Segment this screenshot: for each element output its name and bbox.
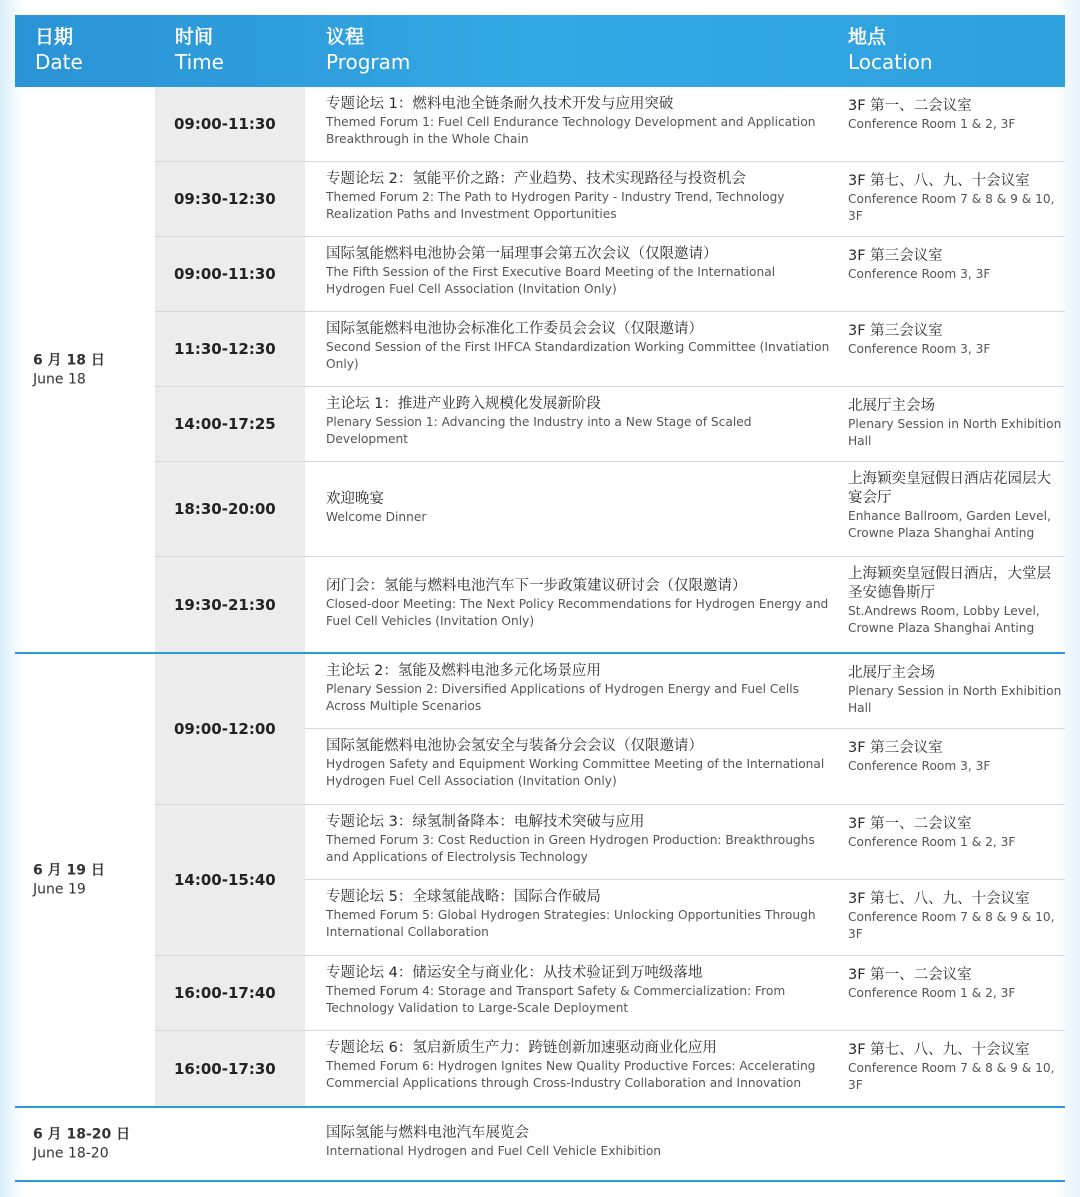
location-cell [830,880,1065,955]
time-cell: 19:30-21:30 [155,557,305,652]
program-title-en: Closed-door Meeting: The Next Policy Recommendations for Hydrogen Energy and Fuel Cell Vehicles (Invitation Only) [326,597,829,628]
program-title-zh: 闭门会：氢能与燃料电池汽车下一步政策建议研讨会（仅限邀请） [326,578,747,594]
program-title-en: Themed Forum 3: Cost Reduction in Green Hydrogen Production: Breakthroughs and Applications of Electrolysis Technology [326,833,815,864]
date-zh: 6 月 19 日 [33,862,105,879]
header-date: 日期 Date [35,26,83,74]
program-title-zh: 欢迎晚宴 [326,491,384,507]
location-zh: 3F 第一、二会议室 [848,967,972,983]
program-cell [305,462,830,556]
location-en: Conference Room 7 & 8 & 9 & 10, 3F [848,1061,1055,1092]
program-cell [305,880,830,955]
program-title-zh: 专题论坛 2：氢能平价之路：产业趋势、技术实现路径与投资机会 [326,171,746,187]
table-row [305,880,1065,955]
location-zh: 3F 第一、二会议室 [848,816,972,832]
location-zh: 上海颖奕皇冠假日酒店，大堂层圣安德鲁斯厅 [848,566,1051,601]
location-zh: 3F 第一、二会议室 [848,98,972,114]
time-cell: 18:30-20:00 [155,462,305,556]
location-cell [830,1031,1065,1106]
program-title-en: Themed Forum 6: Hydrogen Ignites New Quality Productive Forces: Accelerating Commercial Applications through Cross-Industry Collaboration and Innovation [326,1059,816,1090]
program-cell [305,237,830,311]
table-row [305,729,1065,804]
program-title-zh: 国际氢能燃料电池协会第一届理事会第五次会议（仅限邀请） [326,246,718,262]
location-en: Conference Room 1 & 2, 3F [848,986,1016,1000]
program-cell [305,729,830,804]
location-zh: 3F 第三会议室 [848,248,943,264]
location-en: Enhance Ballroom, Garden Level, Crowne Plaza Shanghai Anting [848,509,1051,540]
location-cell [830,1108,1065,1178]
location-zh: 上海颖奕皇冠假日酒店花园层大宴会厅 [848,471,1051,506]
location-en: Conference Room 1 & 2, 3F [848,117,1016,131]
date-zh: 6 月 18 日 [33,352,105,368]
program-title-en: Hydrogen Safety and Equipment Working Committee Meeting of the International Hydrogen Fuel Cell Association (Invitation Only) [326,757,825,788]
table-row [155,1031,1065,1106]
program-title-zh: 主论坛 2：氢能及燃料电池多元化场景应用 [326,663,601,679]
schedule-table [15,15,1065,1182]
location-cell [830,557,1065,652]
program-title-en: Themed Forum 4: Storage and Transport Safety & Commercialization: From Technology Validation to Large-Scale Deployment [326,984,786,1015]
program-title-en: Themed Forum 2: The Path to Hydrogen Parity - Industry Trend, Technology Realization Paths and Investment Opportunities [326,190,785,221]
program-cell [305,956,830,1030]
location-cell [830,87,1065,161]
location-zh: 3F 第七、八、九、十会议室 [848,1042,1030,1058]
program-title-en: Plenary Session 2: Diversified Applications of Hydrogen Energy and Fuel Cells Across Multiple Scenarios [326,682,800,713]
location-en: Conference Room 3, 3F [848,267,991,281]
time-block [155,805,1065,956]
program-title-en: Themed Forum 5: Global Hydrogen Strategies: Unlocking Opportunities Through International Collaboration [326,908,816,939]
location-en: Conference Room 1 & 2, 3F [848,835,1016,849]
program-title-en: The Fifth Session of the First Executive Board Meeting of the International Hydrogen Fuel Cell Association (Invitation Only) [326,265,776,296]
day-group-june-18 [15,87,1065,654]
date-cell [15,87,155,652]
location-en: Conference Room 3, 3F [848,759,991,773]
program-cell [305,162,830,236]
location-cell [830,654,1065,728]
header-time: 时间 Time [175,26,224,74]
header-program: 议程 Program [326,26,411,74]
program-title-en: Welcome Dinner [326,510,427,524]
program-title-zh: 专题论坛 1：燃料电池全链条耐久技术开发与应用突破 [326,96,674,112]
header-location: 地点 Location [848,26,933,74]
location-cell [830,312,1065,386]
date-cell [15,654,155,1106]
table-row [155,87,1065,162]
location-cell [830,237,1065,311]
program-cell [305,654,830,728]
location-cell [830,162,1065,236]
date-zh: 6 月 18-20 日 [33,1126,131,1143]
program-cell [305,805,830,879]
table-header [15,15,1065,87]
location-cell [830,462,1065,556]
program-cell [305,87,830,161]
program-title-zh: 主论坛 1：推进产业跨入规模化发展新阶段 [326,396,601,412]
program-title-zh: 专题论坛 5：全球氢能战略：国际合作破局 [326,889,601,905]
time-cell: 14:00-17:25 [155,387,305,461]
time-cell: 16:00-17:40 [155,956,305,1030]
program-cell [305,387,830,461]
program-title-zh: 国际氢能与燃料电池汽车展览会 [326,1125,529,1141]
time-cell: 09:00-11:30 [155,237,305,311]
location-zh: 3F 第七、八、九、十会议室 [848,173,1030,189]
program-title-en: Themed Forum 1: Fuel Cell Endurance Technology Development and Application Breakthrough in the Whole Chain [326,115,816,146]
program-title-en: Second Session of the First IHFCA Standardization Working Committee (Invatiation Only) [326,340,830,371]
location-zh: 3F 第三会议室 [848,323,943,339]
location-en: Conference Room 7 & 8 & 9 & 10, 3F [848,192,1055,223]
day-group-june-18-20 [15,1108,1065,1182]
program-cell [305,1031,830,1106]
program-title-zh: 专题论坛 3：绿氢制备降本：电解技术突破与应用 [326,814,645,830]
program-title-en: Plenary Session 1: Advancing the Industry into a New Stage of Scaled Development [326,415,752,446]
time-cell: 14:00-15:40 [155,805,305,955]
location-cell [830,387,1065,461]
location-cell [830,729,1065,804]
day-group-june-19 [15,654,1065,1108]
table-row [155,462,1065,557]
location-zh: 北展厅主会场 [848,665,935,681]
location-en: Conference Room 7 & 8 & 9 & 10, 3F [848,910,1055,941]
time-cell: 09:00-11:30 [155,87,305,161]
location-cell [830,956,1065,1030]
program-cell [305,557,830,652]
date-en: June 18-20 [33,1145,109,1162]
time-cell: 09:30-12:30 [155,162,305,236]
location-en: Plenary Session in North Exhibition Hall [848,417,1062,448]
location-en: Conference Room 3, 3F [848,342,991,356]
table-row [155,312,1065,387]
location-zh: 3F 第三会议室 [848,740,943,756]
location-en: Plenary Session in North Exhibition Hall [848,684,1062,715]
time-cell: 16:00-17:30 [155,1031,305,1106]
table-row [155,237,1065,312]
location-zh: 3F 第七、八、九、十会议室 [848,891,1030,907]
program-title-zh: 专题论坛 4：储运安全与商业化：从技术验证到万吨级落地 [326,965,703,981]
table-row [155,387,1065,462]
program-title-zh: 国际氢能燃料电池协会氢安全与装备分会会议（仅限邀请） [326,738,703,754]
date-en: June 18 [33,371,86,387]
time-block [155,654,1065,805]
table-row [155,162,1065,237]
table-row [155,557,1065,652]
program-cell [305,312,830,386]
table-row [305,805,1065,880]
program-title-zh: 专题论坛 6：氢启新质生产力：跨链创新加速驱动商业化应用 [326,1040,717,1056]
time-cell [155,1108,305,1178]
date-cell [15,1108,155,1180]
program-title-zh: 国际氢能燃料电池协会标准化工作委员会会议（仅限邀请） [326,321,703,337]
table-row [305,654,1065,729]
location-en: St.Andrews Room, Lobby Level, Crowne Plaza Shanghai Anting [848,604,1040,635]
time-cell: 11:30-12:30 [155,312,305,386]
program-cell [305,1108,830,1178]
time-cell: 09:00-12:00 [155,654,305,804]
table-row [155,1108,1065,1178]
program-title-en: International Hydrogen and Fuel Cell Vehicle Exhibition [326,1144,662,1158]
location-cell [830,805,1065,879]
location-zh: 北展厅主会场 [848,398,935,414]
table-row [155,956,1065,1031]
date-en: June 19 [33,881,86,898]
